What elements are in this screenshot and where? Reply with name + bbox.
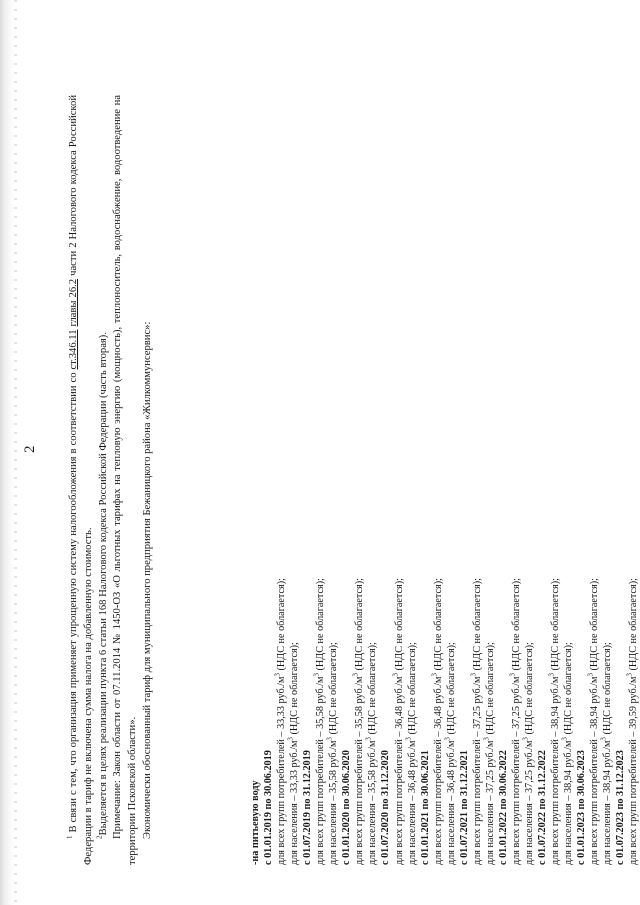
tariff-all-consumers-text: для всех групп потребителей – 37,25 руб./м <box>510 676 522 865</box>
tariff-population-text: для населения – 36,48 руб./м <box>406 740 418 865</box>
period-label: с 01.07.2022 по 31.12.2022 <box>537 750 549 865</box>
period-label: с 01.07.2023 по 31.12.2023 <box>615 750 627 865</box>
tariff-population <box>406 225 419 865</box>
tariff-population-text: для населения – 36,48 руб./м <box>445 740 457 865</box>
tariff-all-consumers-vat-note: (НДС не облагается); <box>471 578 483 674</box>
unit-superscript: 3 <box>508 673 517 677</box>
tax-code-article-link[interactable]: ст.346.11 <box>68 329 79 370</box>
tariff-all-consumers <box>275 225 288 865</box>
tariff-all-consumers <box>432 225 445 865</box>
unit-superscript: 3 <box>273 673 282 677</box>
tariff-population <box>601 225 614 865</box>
footnote-text-a: В связи с тем, что организация применяет упрощенную систему налогообложения в соответствии со <box>68 369 79 836</box>
unit-superscript: 3 <box>391 673 400 677</box>
tariff-population-text: для населения – 37,25 руб./м <box>484 740 496 865</box>
footnote-vat-text: Выделяется в целях реализации пункта 6 статьи 168 Налогового кодекса Российской Федерации (часть вторая). <box>97 332 109 836</box>
tariff-population-vat-note: (НДС не облагается); <box>563 642 575 738</box>
period-label: с 01.01.2023 по 30.06.2023 <box>576 750 588 865</box>
period-label: с 01.07.2021 по 31.12.2021 <box>458 750 470 865</box>
section-heading: -на питьевую воду <box>250 780 261 865</box>
footnote-vat <box>97 95 112 865</box>
unit-superscript: 3 <box>404 737 413 741</box>
tariff-all-consumers-vat-note: (НДС не облагается); <box>354 578 366 674</box>
tariff-population-vat-note: (НДС не облагается); <box>484 642 496 738</box>
footnote-mark-2: 2 <box>95 835 104 839</box>
tariff-all-consumers-vat-note: (НДС не облагается); <box>276 578 288 674</box>
unit-superscript: 3 <box>312 673 321 677</box>
tariff-all-consumers-vat-note: (НДС не облагается); <box>510 578 522 674</box>
period-label: с 01.01.2021 по 30.06.2021 <box>419 750 431 865</box>
unit-superscript: 3 <box>482 737 491 741</box>
unit-superscript: 3 <box>430 673 439 677</box>
tariff-population-text: для населения – 38,94 руб./м <box>602 740 614 865</box>
tariff-all-consumers <box>353 225 366 865</box>
tariff-all-consumers <box>510 225 523 865</box>
tariff-all-consumers-text: для всех групп потребителей – 35,58 руб./м <box>315 676 327 865</box>
tariff-population <box>484 225 497 865</box>
tariff-population-text: для населения – 35,58 руб./м <box>328 740 340 865</box>
tariff-all-consumers-text: для всех групп потребителей – 36,48 руб./м <box>432 676 444 865</box>
unit-superscript: 3 <box>625 673 634 677</box>
unit-superscript: 3 <box>443 737 452 741</box>
tariff-all-consumers-text: для всех групп потребителей – 38,94 руб./м <box>589 676 601 865</box>
period-label: с 01.01.2022 по 30.06.2022 <box>497 750 509 865</box>
period-label: с 01.07.2019 по 31.12.2019 <box>302 750 314 865</box>
unit-superscript: 3 <box>599 737 608 741</box>
economic-tariff-title: Экономически обоснованный тариф для муниципального предприятия Бежаницкого района «Жилкоммунсервис»: <box>141 321 153 839</box>
tariff-all-consumers <box>314 225 327 865</box>
tariff-all-consumers-text: для всех групп потребителей – 35,58 руб./м <box>354 676 366 865</box>
tariff-all-consumers-text: для всех групп потребителей – 38,94 руб./м <box>550 676 562 865</box>
tariff-population-vat-note: (НДС не облагается); <box>367 642 379 738</box>
tariff-population-text: для населения – 33,33 руб./м <box>289 740 301 865</box>
tariff-all-consumers-text: для всех групп потребителей – 36,48 руб./м <box>393 676 405 865</box>
unit-superscript: 3 <box>365 737 374 741</box>
tariff-all-consumers-vat-note: (НДС не облагается); <box>315 578 327 674</box>
tariff-all-consumers-vat-note: (НДС не облагается); <box>550 578 562 674</box>
tax-code-chapter-link[interactable]: главы 26.2 <box>68 278 79 327</box>
period-label: с 01.01.2019 по 30.06.2019 <box>263 750 275 865</box>
period-label: с 01.01.2020 по 30.06.2020 <box>341 750 353 865</box>
tariff-population <box>445 225 458 865</box>
tariff-all-consumers <box>549 225 562 865</box>
tariff-population <box>523 225 536 865</box>
period-label: с 01.07.2020 по 31.12.2020 <box>380 750 392 865</box>
tariff-all-consumers-vat-note: (НДС не облагается); <box>393 578 405 674</box>
tariff-population-vat-note: (НДС не облагается); <box>328 642 340 738</box>
tariff-all-consumers-text: для всех групп потребителей – 39,59 руб./м <box>628 676 640 865</box>
unit-superscript: 3 <box>560 737 569 741</box>
tariff-all-consumers-vat-note: (НДС не облагается); <box>589 578 601 674</box>
page-number: 2 <box>22 445 38 453</box>
unit-superscript: 3 <box>286 737 295 741</box>
tariff-all-consumers <box>471 225 484 865</box>
unit-superscript: 3 <box>351 673 360 677</box>
tariff-population <box>562 225 575 865</box>
unit-superscript: 3 <box>521 737 530 741</box>
tariff-all-consumers-vat-note: (НДС не облагается); <box>628 578 640 674</box>
footnote-text-b: части 2 Налогового кодекса Российской Федерации в тариф не включена сумма налога на добавленную стоимость. <box>68 95 94 865</box>
tariff-population-vat-note: (НДС не облагается); <box>289 642 301 738</box>
unit-superscript: 3 <box>469 673 478 677</box>
footnote-mark: 1 <box>65 835 74 839</box>
tariff-population-vat-note: (НДС не облагается); <box>445 642 457 738</box>
document-body <box>67 95 156 865</box>
tariff-all-consumers-text: для всех групп потребителей – 37,25 руб./м <box>471 676 483 865</box>
tariff-list <box>249 225 640 865</box>
remark-paragraph: Примечание: Закон области от 07.11.2014 № 1450-ОЗ «О льготных тарифах на тепловую энергию (мощность), теплоноситель, водоснабжение, водоотведение на территории Псковской области». <box>112 95 139 865</box>
tariff-population <box>327 225 340 865</box>
tariff-all-consumers <box>393 225 406 865</box>
unit-superscript: 3 <box>547 673 556 677</box>
tariff-all-consumers <box>588 225 601 865</box>
unit-superscript: 3 <box>325 737 334 741</box>
tariff-population-text: для населения – 38,94 руб./м <box>563 740 575 865</box>
tariff-population-vat-note: (НДС не облагается); <box>523 642 535 738</box>
tariff-all-consumers-vat-note: (НДС не облагается); <box>432 578 444 674</box>
tariff-periods <box>262 225 640 865</box>
tariff-all-consumers-text: для всех групп потребителей – 33,33 руб./м <box>276 676 288 865</box>
tariff-population <box>288 225 301 865</box>
tariff-all-consumers <box>627 225 640 865</box>
tariff-population-text: для населения – 35,58 руб./м <box>367 740 379 865</box>
footnote-tax <box>67 95 97 865</box>
unit-superscript: 3 <box>586 673 595 677</box>
tariff-population-vat-note: (НДС не облагается); <box>406 642 418 738</box>
tariff-population-text: для населения – 37,25 руб./м <box>523 740 535 865</box>
tariff-population <box>366 225 379 865</box>
tariff-population-vat-note: (НДС не облагается); <box>602 642 614 738</box>
